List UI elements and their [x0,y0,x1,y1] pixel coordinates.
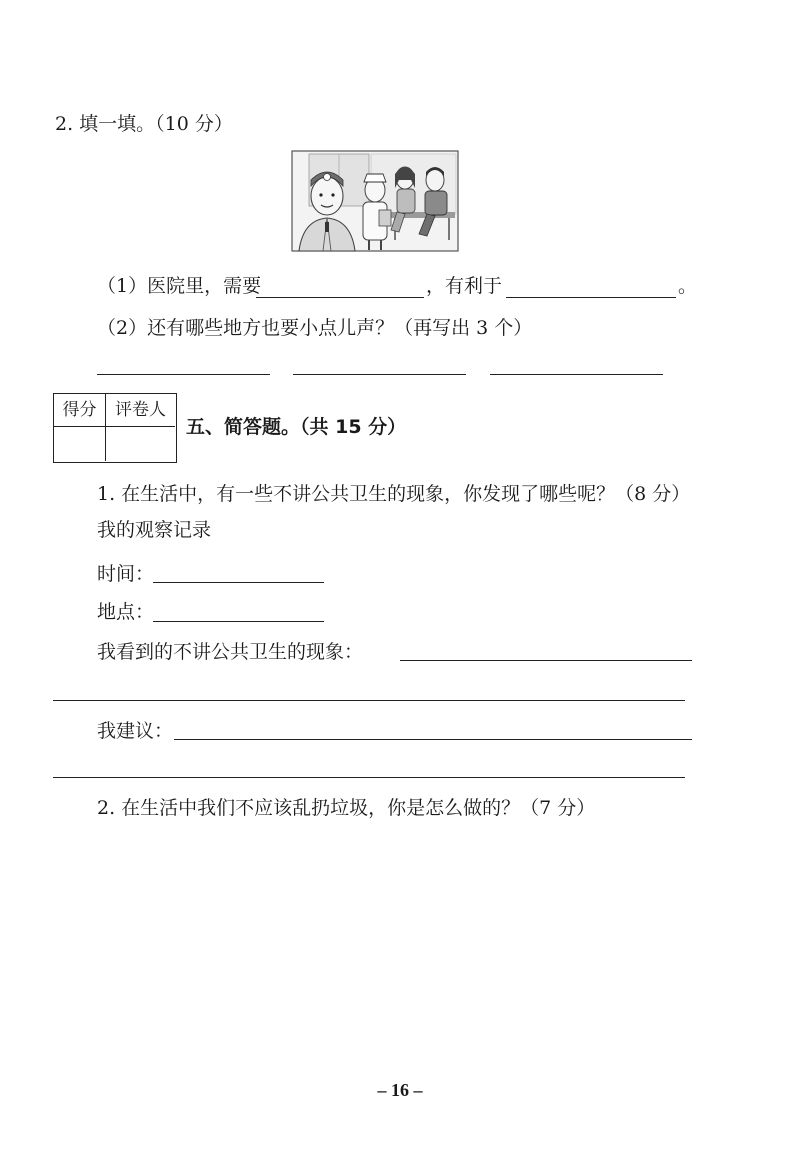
grader-cell[interactable] [106,427,175,461]
s5-question-2: 2. 在生活中我们不应该乱扔垃圾，你是怎么做的？（7 分） [97,797,596,819]
section-5-title-text: 五、简答题。（共 15 分） [186,416,407,438]
s5-q1-seen-blank-1[interactable] [400,660,692,661]
s5-q1-time-label: 时间： [97,563,155,585]
s5-q1-seen-blank-2[interactable] [53,700,685,701]
s5-q1-suggest-label: 我建议： [97,720,174,742]
q2-sub2-blank-3[interactable] [490,374,663,375]
score-cell[interactable] [54,427,106,461]
s5-q1-place-blank[interactable] [153,621,324,622]
s5-q1-suggest-blank-2[interactable] [53,777,685,778]
q2-sub1-prefix: （1）医院里，需要 [97,275,262,297]
question-2-title: 2. 填一填。（10 分） [55,113,233,135]
q2-sub1-blank-1[interactable] [256,297,424,298]
s5-q1-place-label: 地点： [97,601,155,623]
q2-sub2-blank-1[interactable] [97,374,270,375]
s5-q1-record-title: 我的观察记录 [97,519,212,541]
page-number: – 16 – [377,1080,423,1100]
q2-sub2-blank-2[interactable] [293,374,466,375]
s5-q1-suggest-blank-1[interactable] [174,739,692,740]
q2-sub2: （2）还有哪些地方也要小点儿声？（再写出 3 个） [97,317,533,339]
q2-sub1-mid: ，有利于 [426,275,503,297]
q2-sub1-blank-2[interactable] [506,297,676,298]
hospital-scene-illustration [291,150,459,252]
s5-question-1: 1. 在生活中，有一些不讲公共卫生的现象，你发现了哪些呢？（8 分） [97,483,691,505]
s5-q1-seen-label: 我看到的不讲公共卫生的现象： [97,641,364,663]
section-5-title [186,415,406,439]
q2-sub1-end: 。 [678,275,698,297]
score-table [53,393,177,463]
s5-q1-time-blank[interactable] [153,582,324,583]
score-label: 得分 [54,394,106,427]
grader-label: 评卷人 [106,394,175,427]
